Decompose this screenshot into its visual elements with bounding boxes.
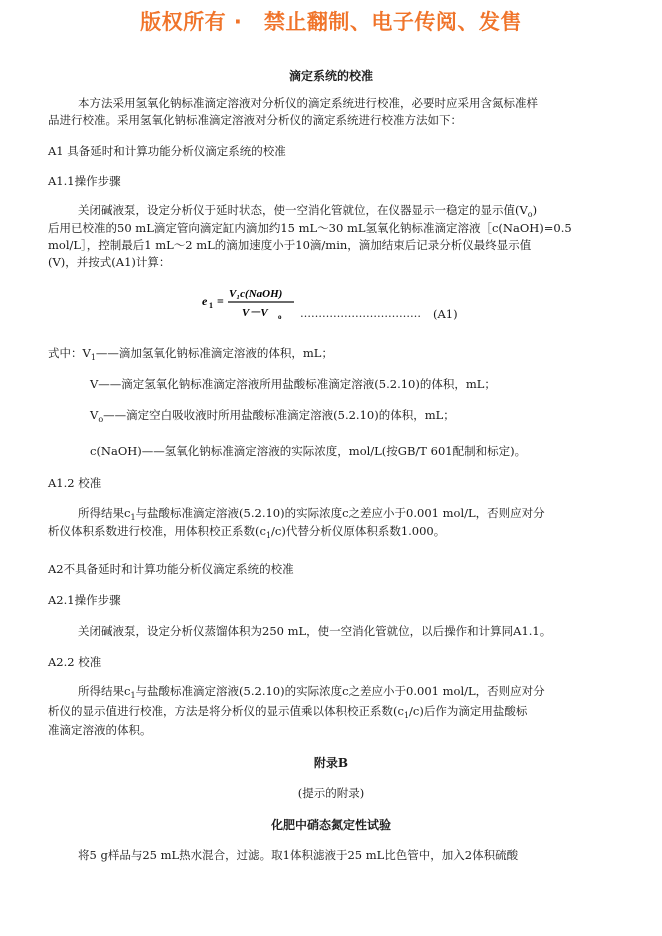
formula-lhs-sub: 1 bbox=[209, 301, 213, 310]
a2-2-line-2: 析仪的显示值进行校准，方法是将分析仪的显示值乘以体积校正系数$(c_1/c)$后作为滴定用盐酸标 bbox=[48, 704, 528, 720]
appendix-subtitle: 化肥中硝态氮定性试验 bbox=[270, 818, 391, 832]
where-c: c(NaOH)——氢氧化钠标准滴定溶液的实际浓度，mol/L(按GB/T 601配制和标定)。 bbox=[90, 444, 527, 458]
a2-2-line-3: 准滴定溶液的体积。 bbox=[48, 723, 152, 737]
doc-title: 滴定系统的校准 bbox=[288, 69, 373, 83]
a1-2-line-1: 所得结果$c_1$与盐酸标准滴定溶液(5.2.10)的实际浓度c之差应小于0.001 mol/L，否则应对分 bbox=[78, 506, 545, 522]
section-a2-1-heading: A2.1操作步骤 bbox=[48, 593, 121, 607]
a2-1-text: 关闭碱液泵，设定分析仪蒸馏体积为250 mL，使一空消化管就位，以后操作和计算同A1.1。 bbox=[78, 624, 552, 638]
formula-a1 bbox=[198, 283, 298, 323]
appendix-text: 将5 g样品与25 mL热水混合，过滤。取1体积滤液于25 mL比色管中，加入2体积硫酸 bbox=[78, 848, 519, 862]
intro-line-1: 本方法采用氢氧化钠标准滴定溶液对分析仪的滴定系统进行校准，必要时应采用含氮标准样 bbox=[78, 96, 538, 110]
where-v: V——滴定氢氧化钠标准滴定溶液所用盐酸标准滴定溶液(5.2.10)的体积，mL； bbox=[90, 377, 496, 391]
a1-1-line-4: (V)，并按式(A1)计算： bbox=[48, 255, 171, 269]
copyright-banner: 版权所有 · 禁止翻制、电子传阅、发售 bbox=[140, 10, 522, 34]
intro-line-2: 品进行校准。采用氢氧化钠标准滴定溶液对分析仪的滴定系统进行校准方法如下： bbox=[48, 113, 462, 127]
a1-1-line-1: 关闭碱液泵，设定分析仪于延时状态，使一空消化管就位，在仪器显示一稳定的显示值$(V_o)$ bbox=[78, 203, 538, 219]
a1-1-line-3: mol/L］，控制最后1 mL～2 mL的滴加速度小于10滴/min，滴加结束后记录分析仪最终显示值 bbox=[48, 238, 532, 252]
formula-denominator-sub: o bbox=[278, 313, 282, 321]
section-a1-2-heading: A1.2 校准 bbox=[48, 476, 102, 490]
section-a2-2-heading: A2.2 校准 bbox=[48, 655, 102, 669]
appendix-title: 附录B bbox=[313, 756, 349, 770]
a1-1-line-2: 后用已校准的50 mL滴定管向滴定缸内滴加约15 mL～30 mL氢氧化钠标准滴定溶液［c(NaOH)=0.5 bbox=[48, 221, 572, 235]
where-v1: 式中：$V_1——$滴加氢氧化钠标准滴定溶液的体积，mL； bbox=[48, 346, 333, 362]
section-a2-heading: A2不具备延时和计算功能分析仪滴定系统的校准 bbox=[48, 562, 294, 576]
appendix-note: (提示的附录) bbox=[297, 786, 365, 800]
section-a1-1-heading: A1.1操作步骤 bbox=[48, 174, 121, 188]
formula-numerator: V₁c(NaOH) bbox=[229, 288, 283, 300]
section-a1-heading: A1 具备延时和计算功能分析仪滴定系统的校准 bbox=[48, 144, 286, 158]
where-vo: $V_o——$滴定空白吸收液时所用盐酸标准滴定溶液(5.2.10)的体积，mL； bbox=[90, 408, 455, 424]
formula-denominator: V－V bbox=[242, 307, 268, 319]
a2-2-line-1: 所得结果$c_1$与盐酸标准滴定溶液(5.2.10)的实际浓度c之差应小于0.001 mol/L，否则应对分 bbox=[78, 684, 545, 700]
a1-2-line-2: 析仪体积系数进行校准，用体积校正系数$(c_1/c)$代替分析仪原体积系数1.000。 bbox=[48, 524, 446, 540]
formula-number: (A1) bbox=[433, 307, 458, 321]
svg-text:=: = bbox=[217, 294, 224, 308]
formula-leader-dots: …………………………… bbox=[300, 307, 421, 320]
formula-lhs: e bbox=[202, 294, 208, 308]
